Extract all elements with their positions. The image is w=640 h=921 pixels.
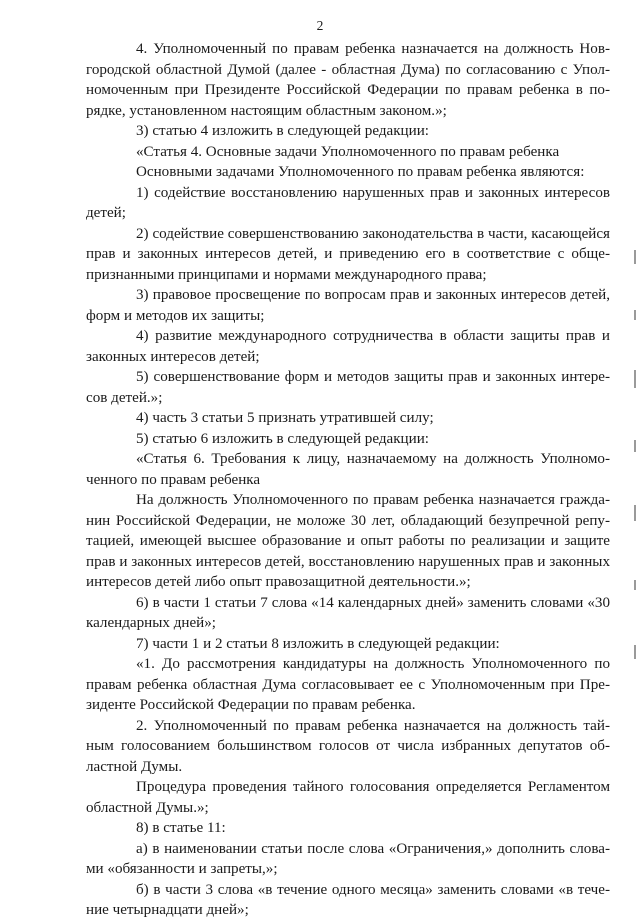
paragraph: 4) часть 3 статьи 5 признать утратившей силу; xyxy=(136,410,434,426)
paragraph: а) в наименовании статьи после слова «Ограничения,» дополнить словами «обязанности и запреты,»; xyxy=(86,840,610,877)
paragraph: 5) статью 6 изложить в следующей редакции: xyxy=(136,430,429,447)
paragraph: Процедура проведения тайного голосования определяется Регламентом областной Думы.»; xyxy=(86,779,610,816)
paragraph: 3) статью 4 изложить в следующей редакции: xyxy=(136,123,429,139)
document-body xyxy=(86,39,610,921)
paragraph: 7) части 1 и 2 статьи 8 изложить в следующей редакции: xyxy=(136,635,500,652)
paragraph: 4. Уполномоченный по правам ребенка назначается на должность Новгородской областной Думой (далее - областная Дума) по согласованию с Уполномоченным при Президенте Российской Федерации по правам ребенка в порядке, установленном настоящим областным законом.»; xyxy=(86,41,610,119)
paragraph: 8) в статье 11: xyxy=(136,820,226,836)
paragraph: б) в части 3 слова «в течение одного месяца» заменить словами «в течение четырнадцати дней»; xyxy=(86,881,610,918)
paragraph: 2) содействие совершенствованию законодательства в части, касающейся прав и законных интересов детей, и приведению его в соответствие с общепризнанными принципами и нормами международного права; xyxy=(86,225,610,283)
paragraph: 4) развитие международного сотрудничества в области защиты прав и законных интересов детей; xyxy=(86,328,610,365)
paragraph: 5) совершенствование форм и методов защиты прав и законных интересов детей.»; xyxy=(86,369,610,406)
paragraph: Основными задачами Уполномоченного по правам ребенка являются: xyxy=(136,164,585,180)
paragraph: 3) правовое просвещение по вопросам прав и законных интересов детей, форм и методов их защиты; xyxy=(86,287,610,324)
paragraph: На должность Уполномоченного по правам ребенка назначается гражданин Российской Федерации, не моложе 30 лет, обладающий безупречной репутацией, имеющей высшее образование и опыт работы по реализации и защите прав и законных интересов детей, восстановлению нарушенных прав и законных интересов детей либо опыт правозащитной деятельности.»; xyxy=(86,492,610,590)
paragraph: 1) содействие восстановлению нарушенных прав и законных интересов детей; xyxy=(86,184,610,221)
paragraph: «Статья 4. Основные задачи Уполномоченного по правам ребенка xyxy=(136,143,560,160)
paragraph: «Статья 6. Требования к лицу, назначаемому на должность Уполномоченного по правам ребенка xyxy=(86,451,610,488)
paragraph: 2. Уполномоченный по правам ребенка назначается на должность тайным голосованием большинством голосов от числа избранных депутатов областной Думы. xyxy=(86,717,610,775)
paragraph: 6) в части 1 статьи 7 слова «14 календарных дней» заменить словами «30 календарных дней»; xyxy=(86,594,610,631)
scan-edge-marks xyxy=(632,250,638,670)
page-number: 2 xyxy=(316,18,324,33)
paragraph: «1. До рассмотрения кандидатуры на должность Уполномоченного по правам ребенка областная Дума согласовывает ее с Уполномоченным при Президенте Российской Федерации по правам ребенка. xyxy=(86,656,610,713)
